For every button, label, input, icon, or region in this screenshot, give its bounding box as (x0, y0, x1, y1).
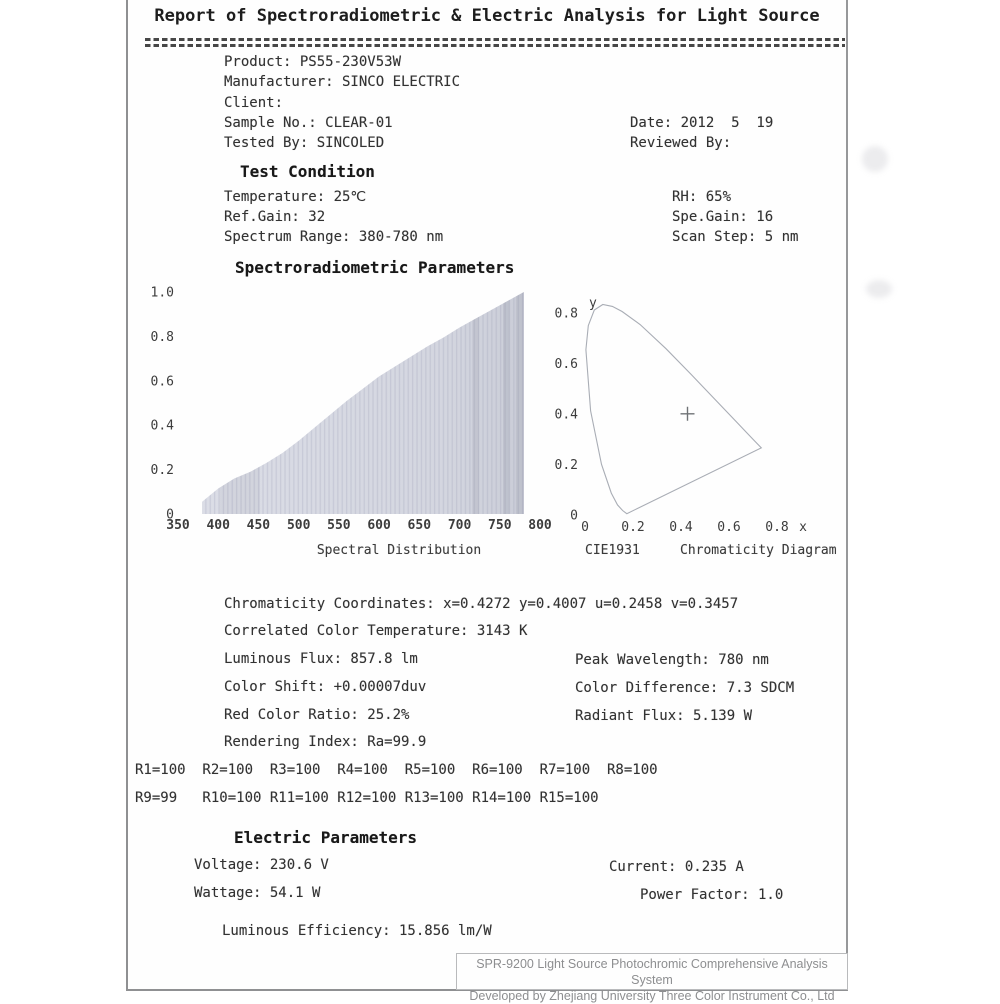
spectral-distribution-chart (128, 278, 558, 532)
svg-text:500: 500 (286, 518, 311, 533)
luminous-efficiency-line: Luminous Efficiency: 15.856 lm/W (222, 923, 492, 939)
svg-text:0: 0 (166, 507, 174, 523)
radiant-flux-line: Radiant Flux: 5.139 W (575, 708, 753, 724)
svg-text:0.2: 0.2 (554, 458, 578, 473)
svg-text:0.8: 0.8 (554, 306, 578, 322)
cie-chart-caption: Chromaticity Diagram (680, 543, 837, 558)
test-condition-heading: Test Condition (240, 162, 375, 181)
scan-artifact (866, 280, 892, 298)
electric-heading: Electric Parameters (234, 828, 418, 847)
svg-text:1.0: 1.0 (150, 285, 174, 301)
scan-step-line: Scan Step: 5 nm (672, 229, 799, 245)
svg-text:600: 600 (367, 518, 391, 533)
client-line: Client: (224, 95, 284, 111)
cie-x-axis-ticks (581, 520, 807, 535)
svg-text:750: 750 (488, 518, 512, 533)
cri-values-row-1: R1=100 R2=100 R3=100 R4=100 R5=100 R6=100 R7=100 R8=100 (135, 762, 658, 778)
spectro-heading: Spectroradiometric Parameters (235, 258, 515, 277)
svg-text:0: 0 (581, 520, 589, 535)
peak-wavelength-line: Peak Wavelength: 780 nm (575, 652, 769, 668)
svg-text:0.4: 0.4 (150, 418, 174, 434)
svg-text:550: 550 (327, 518, 351, 533)
svg-text:0.4: 0.4 (554, 407, 578, 423)
svg-text:700: 700 (447, 518, 472, 533)
rh-line: RH: 65% (672, 189, 732, 205)
chromaticity-line: Chromaticity Coordinates: x=0.4272 y=0.4007 u=0.2458 v=0.3457 (224, 596, 739, 612)
sample-no-line: Sample No.: CLEAR-01 (224, 115, 393, 131)
temperature-line: Temperature: 25℃ (224, 189, 367, 205)
svg-text:y: y (589, 296, 597, 311)
svg-text:0.6: 0.6 (554, 357, 578, 372)
svg-text:0.4: 0.4 (669, 520, 693, 535)
svg-text:400: 400 (206, 518, 230, 533)
manufacturer-line: Manufacturer: SINCO ELECTRIC (224, 74, 461, 90)
luminous-flux-line: Luminous Flux: 857.8 lm (224, 651, 418, 667)
cct-line: Correlated Color Temperature: 3143 K (224, 623, 528, 639)
color-shift-line: Color Shift: +0.00007duv (224, 679, 427, 695)
svg-text:450: 450 (246, 518, 271, 533)
spectral-x-axis-ticks (166, 518, 552, 533)
footer-developer: Developed by Zhejiang University Three Color Instrument Co., Ltd (469, 989, 835, 1003)
report-title: Report of Spectroradiometric & Electric Analysis for Light Source (154, 6, 820, 26)
title-rule-bottom (145, 44, 845, 47)
power-factor-line: Power Factor: 1.0 (640, 887, 784, 903)
spe-gain-line: Spe.Gain: 16 (672, 209, 774, 225)
date-line: Date: 2012 5 19 (630, 115, 774, 131)
svg-text:650: 650 (407, 518, 432, 533)
ref-gain-line: Ref.Gain: 32 (224, 209, 326, 225)
tested-by-line: Tested By: SINCOLED (224, 135, 385, 151)
current-line: Current: 0.235 A (609, 859, 744, 875)
svg-text:0.6: 0.6 (150, 374, 174, 390)
svg-text:800: 800 (528, 518, 552, 533)
title-rule-top (145, 38, 845, 41)
red-color-ratio-line: Red Color Ratio: 25.2% (224, 707, 410, 723)
svg-text:0.2: 0.2 (150, 463, 174, 479)
svg-text:0: 0 (570, 508, 578, 524)
footer-box (456, 953, 848, 1003)
voltage-line: Voltage: 230.6 V (194, 857, 329, 873)
cie-chart-name: CIE1931 (585, 543, 640, 558)
footer-system-name: SPR-9200 Light Source Photochromic Comprehensive Analysis System (476, 957, 828, 987)
svg-text:350: 350 (166, 518, 190, 533)
spectral-chart-caption: Spectral Distribution (316, 543, 482, 558)
spectral-y-axis-ticks (151, 286, 175, 523)
wattage-line: Wattage: 54.1 W (194, 885, 321, 901)
svg-text:0.2: 0.2 (621, 520, 645, 535)
cie-spectral-locus (586, 305, 761, 514)
cie-point-marker (681, 407, 695, 421)
cri-values-row-2: R9=99 R10=100 R11=100 R12=100 R13=100 R14=100 R15=100 (135, 790, 599, 806)
report-page (126, 0, 848, 1003)
product-line: Product: PS55-230V53W (224, 54, 402, 70)
rendering-index-line: Rendering Index: Ra=99.9 (224, 734, 427, 750)
cie-chromaticity-chart (548, 283, 850, 535)
svg-text:x: x (799, 520, 807, 535)
reviewed-by-line: Reviewed By: (630, 135, 732, 151)
svg-text:0.8: 0.8 (765, 520, 789, 535)
scan-artifact (862, 146, 888, 172)
svg-text:0.8: 0.8 (150, 329, 174, 345)
spectrum-range-line: Spectrum Range: 380-780 nm (224, 229, 444, 245)
color-difference-line: Color Difference: 7.3 SDCM (575, 680, 795, 696)
svg-text:0.6: 0.6 (717, 520, 741, 535)
